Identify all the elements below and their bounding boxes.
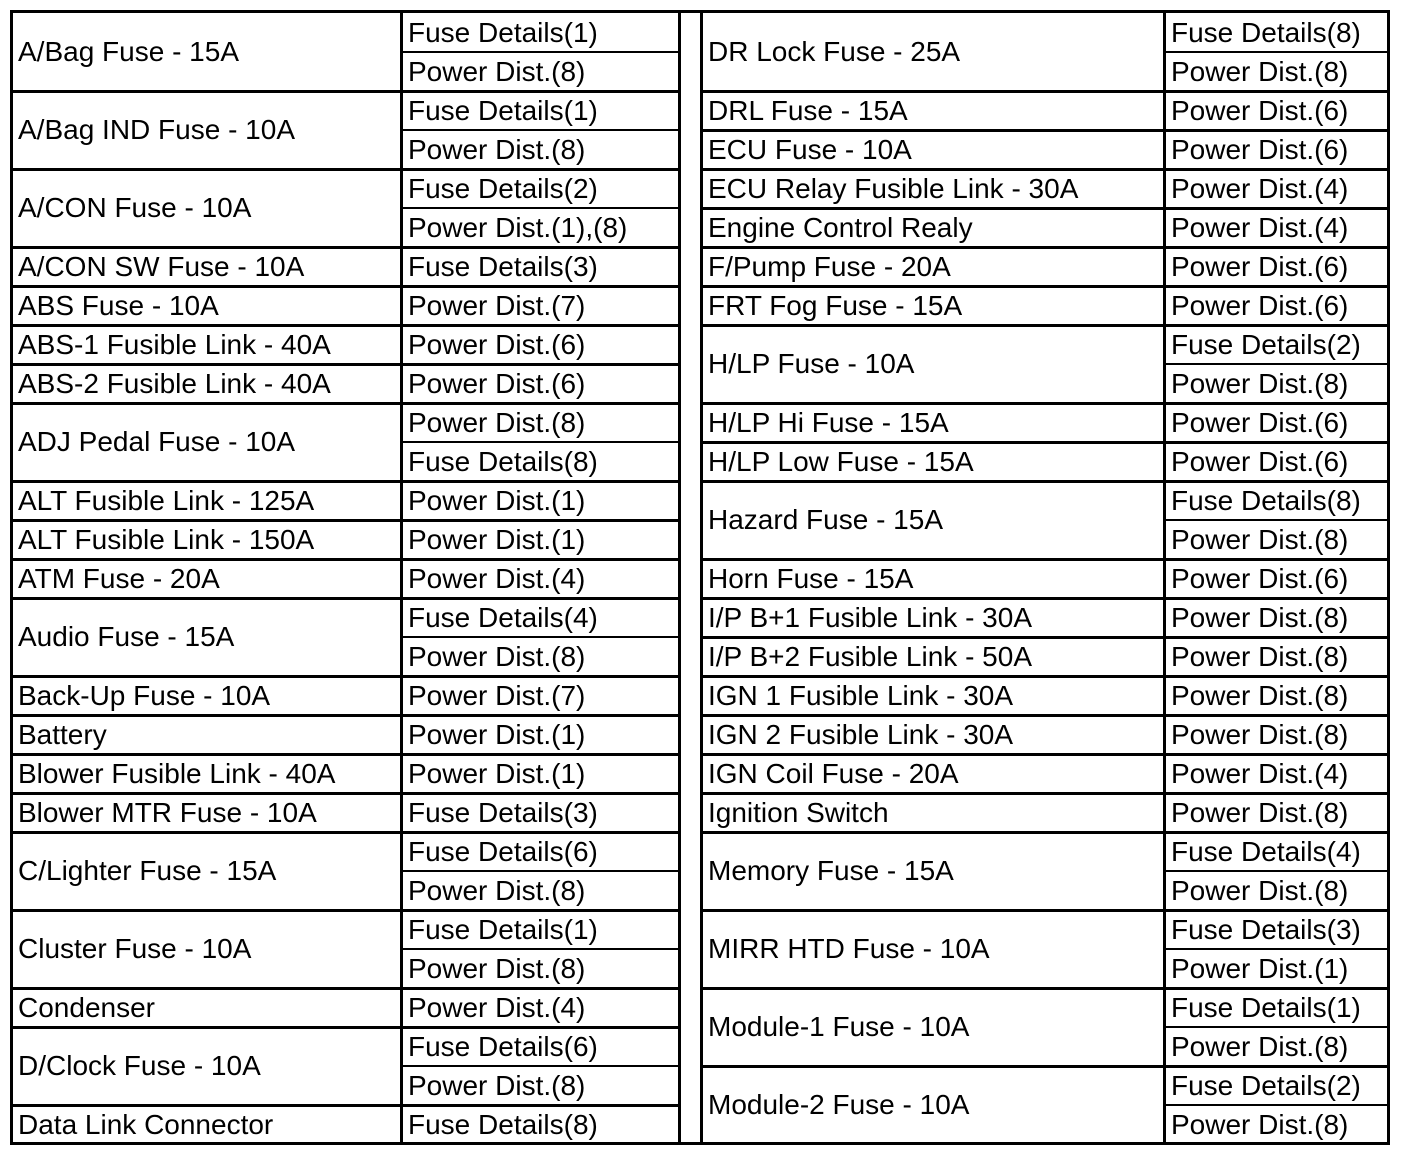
sub-row-divider [1163,1026,1387,1028]
component-name: ABS Fuse - 10A [18,289,219,321]
reference-cell: Fuse Details(2) [1163,325,1387,364]
reference-cell: Power Dist.(8) [1163,52,1387,91]
reference-cell: Power Dist.(8) [400,949,678,988]
component-name: IGN Coil Fuse - 20A [708,757,959,789]
component-name: Blower Fusible Link - 40A [18,757,336,789]
component-name: A/CON Fuse - 10A [18,192,252,223]
component-name: Ignition Switch [708,796,889,828]
reference-cell: Power Dist.(4) [1163,208,1387,247]
reference-cell: Power Dist.(8) [400,52,678,91]
component-name: Module-1 Fuse - 10A [708,1011,970,1042]
component-name: ECU Fuse - 10A [708,133,912,165]
sub-row-divider [400,636,678,638]
component-name: ATM Fuse - 20A [18,562,220,594]
reference-cell: Fuse Details(1) [400,910,678,949]
reference-cell: Fuse Details(3) [400,247,678,286]
sub-row-divider [1163,1104,1387,1106]
component-name: Condenser [18,991,155,1023]
component-name: F/Pump Fuse - 20A [708,250,951,282]
reference-cell: Power Dist.(6) [1163,442,1387,481]
sub-row-divider [400,129,678,131]
reference-cell: Power Dist.(6) [1163,247,1387,286]
reference-cell: Power Dist.(8) [1163,520,1387,559]
reference-cell: Power Dist.(8) [1163,715,1387,754]
component-name: H/LP Low Fuse - 15A [708,445,974,477]
component-name: I/P B+1 Fusible Link - 30A [708,601,1032,633]
sub-row-divider [400,51,678,53]
sub-row-divider [400,207,678,209]
sub-row-divider [400,1065,678,1067]
component-name: A/CON SW Fuse - 10A [18,250,305,282]
component-name: Battery [18,718,107,750]
reference-cell: Power Dist.(4) [1163,754,1387,793]
reference-cell: Fuse Details(4) [1163,832,1387,871]
sub-row-divider [1163,51,1387,53]
component-name: MIRR HTD Fuse - 10A [708,933,990,964]
reference-cell: Fuse Details(3) [1163,910,1387,949]
reference-cell: Fuse Details(8) [400,442,678,481]
sub-row-divider [400,948,678,950]
reference-cell: Fuse Details(2) [400,169,678,208]
component-name: IGN 1 Fusible Link - 30A [708,679,1014,711]
sub-row-divider [400,441,678,443]
reference-cell: Power Dist.(1),(8) [400,208,678,247]
reference-cell: Power Dist.(8) [1163,676,1387,715]
reference-cell: Power Dist.(8) [1163,793,1387,832]
reference-cell: Power Dist.(8) [400,130,678,169]
reference-cell: Power Dist.(7) [400,676,678,715]
reference-cell: Power Dist.(6) [1163,559,1387,598]
reference-cell: Fuse Details(8) [1163,481,1387,520]
reference-cell: Power Dist.(6) [1163,91,1387,130]
component-name: Module-2 Fuse - 10A [708,1089,970,1120]
component-name: Blower MTR Fuse - 10A [18,796,317,828]
component-name: Engine Control Realy [708,211,973,243]
reference-cell: Power Dist.(7) [400,286,678,325]
reference-cell: Power Dist.(6) [400,325,678,364]
component-name: FRT Fog Fuse - 15A [708,289,963,321]
component-name: Audio Fuse - 15A [18,621,235,652]
reference-cell: Power Dist.(1) [400,520,678,559]
column-gutter [678,13,703,1142]
component-name: ABS-2 Fusible Link - 40A [18,367,331,399]
sub-row-divider [1163,870,1387,872]
component-name: DRL Fuse - 15A [708,94,908,126]
component-name: IGN 2 Fusible Link - 30A [708,718,1014,750]
component-name: A/Bag Fuse - 15A [18,36,240,67]
reference-cell: Power Dist.(8) [1163,871,1387,910]
reference-cell: Power Dist.(6) [1163,286,1387,325]
reference-cell: Power Dist.(8) [1163,1105,1387,1144]
component-name: Back-Up Fuse - 10A [18,679,271,711]
reference-cell: Power Dist.(1) [400,754,678,793]
component-name: C/Lighter Fuse - 15A [18,855,277,886]
reference-cell: Power Dist.(8) [1163,598,1387,637]
reference-cell: Power Dist.(6) [1163,130,1387,169]
sub-row-divider [1163,519,1387,521]
component-name: DR Lock Fuse - 25A [708,36,961,67]
left-column [13,13,678,1142]
sub-row-divider [1163,948,1387,950]
reference-cell: Fuse Details(2) [1163,1066,1387,1105]
component-name: ECU Relay Fusible Link - 30A [708,172,1079,204]
reference-cell: Power Dist.(6) [1163,403,1387,442]
right-column [703,13,1387,1142]
reference-cell: Power Dist.(1) [400,481,678,520]
fuse-index-table [10,10,1390,1145]
reference-cell: Power Dist.(8) [400,403,678,442]
component-name: ABS-1 Fusible Link - 40A [18,328,331,360]
reference-cell: Fuse Details(6) [400,832,678,871]
reference-cell: Power Dist.(8) [1163,1027,1387,1066]
reference-cell: Fuse Details(1) [400,13,678,52]
reference-cell: Fuse Details(6) [400,1027,678,1066]
sub-row-divider [400,870,678,872]
reference-cell: Fuse Details(8) [1163,13,1387,52]
reference-cell: Fuse Details(8) [400,1105,678,1144]
component-name: D/Clock Fuse - 10A [18,1050,261,1081]
reference-cell: Fuse Details(4) [400,598,678,637]
component-name: ALT Fusible Link - 150A [18,523,315,555]
component-name: Hazard Fuse - 15A [708,504,943,535]
component-name: ALT Fusible Link - 125A [18,484,315,516]
reference-cell: Power Dist.(8) [400,871,678,910]
component-name: Memory Fuse - 15A [708,855,954,886]
component-name: H/LP Hi Fuse - 15A [708,406,949,438]
reference-cell: Fuse Details(3) [400,793,678,832]
reference-cell: Power Dist.(8) [400,1066,678,1105]
reference-cell: Power Dist.(8) [1163,364,1387,403]
component-name: Cluster Fuse - 10A [18,933,252,964]
component-name: A/Bag IND Fuse - 10A [18,114,296,145]
component-name: H/LP Fuse - 10A [708,348,915,379]
reference-cell: Power Dist.(4) [1163,169,1387,208]
reference-cell: Power Dist.(8) [400,637,678,676]
reference-cell: Fuse Details(1) [1163,988,1387,1027]
reference-cell: Power Dist.(4) [400,988,678,1027]
component-name: Horn Fuse - 15A [708,562,914,594]
component-name: Data Link Connector [18,1108,274,1140]
reference-cell: Power Dist.(1) [1163,949,1387,988]
reference-cell: Fuse Details(1) [400,91,678,130]
component-name: I/P B+2 Fusible Link - 50A [708,640,1032,672]
reference-cell: Power Dist.(1) [400,715,678,754]
reference-cell: Power Dist.(6) [400,364,678,403]
component-name: ADJ Pedal Fuse - 10A [18,426,296,457]
reference-cell: Power Dist.(8) [1163,637,1387,676]
reference-cell: Power Dist.(4) [400,559,678,598]
sub-row-divider [1163,363,1387,365]
